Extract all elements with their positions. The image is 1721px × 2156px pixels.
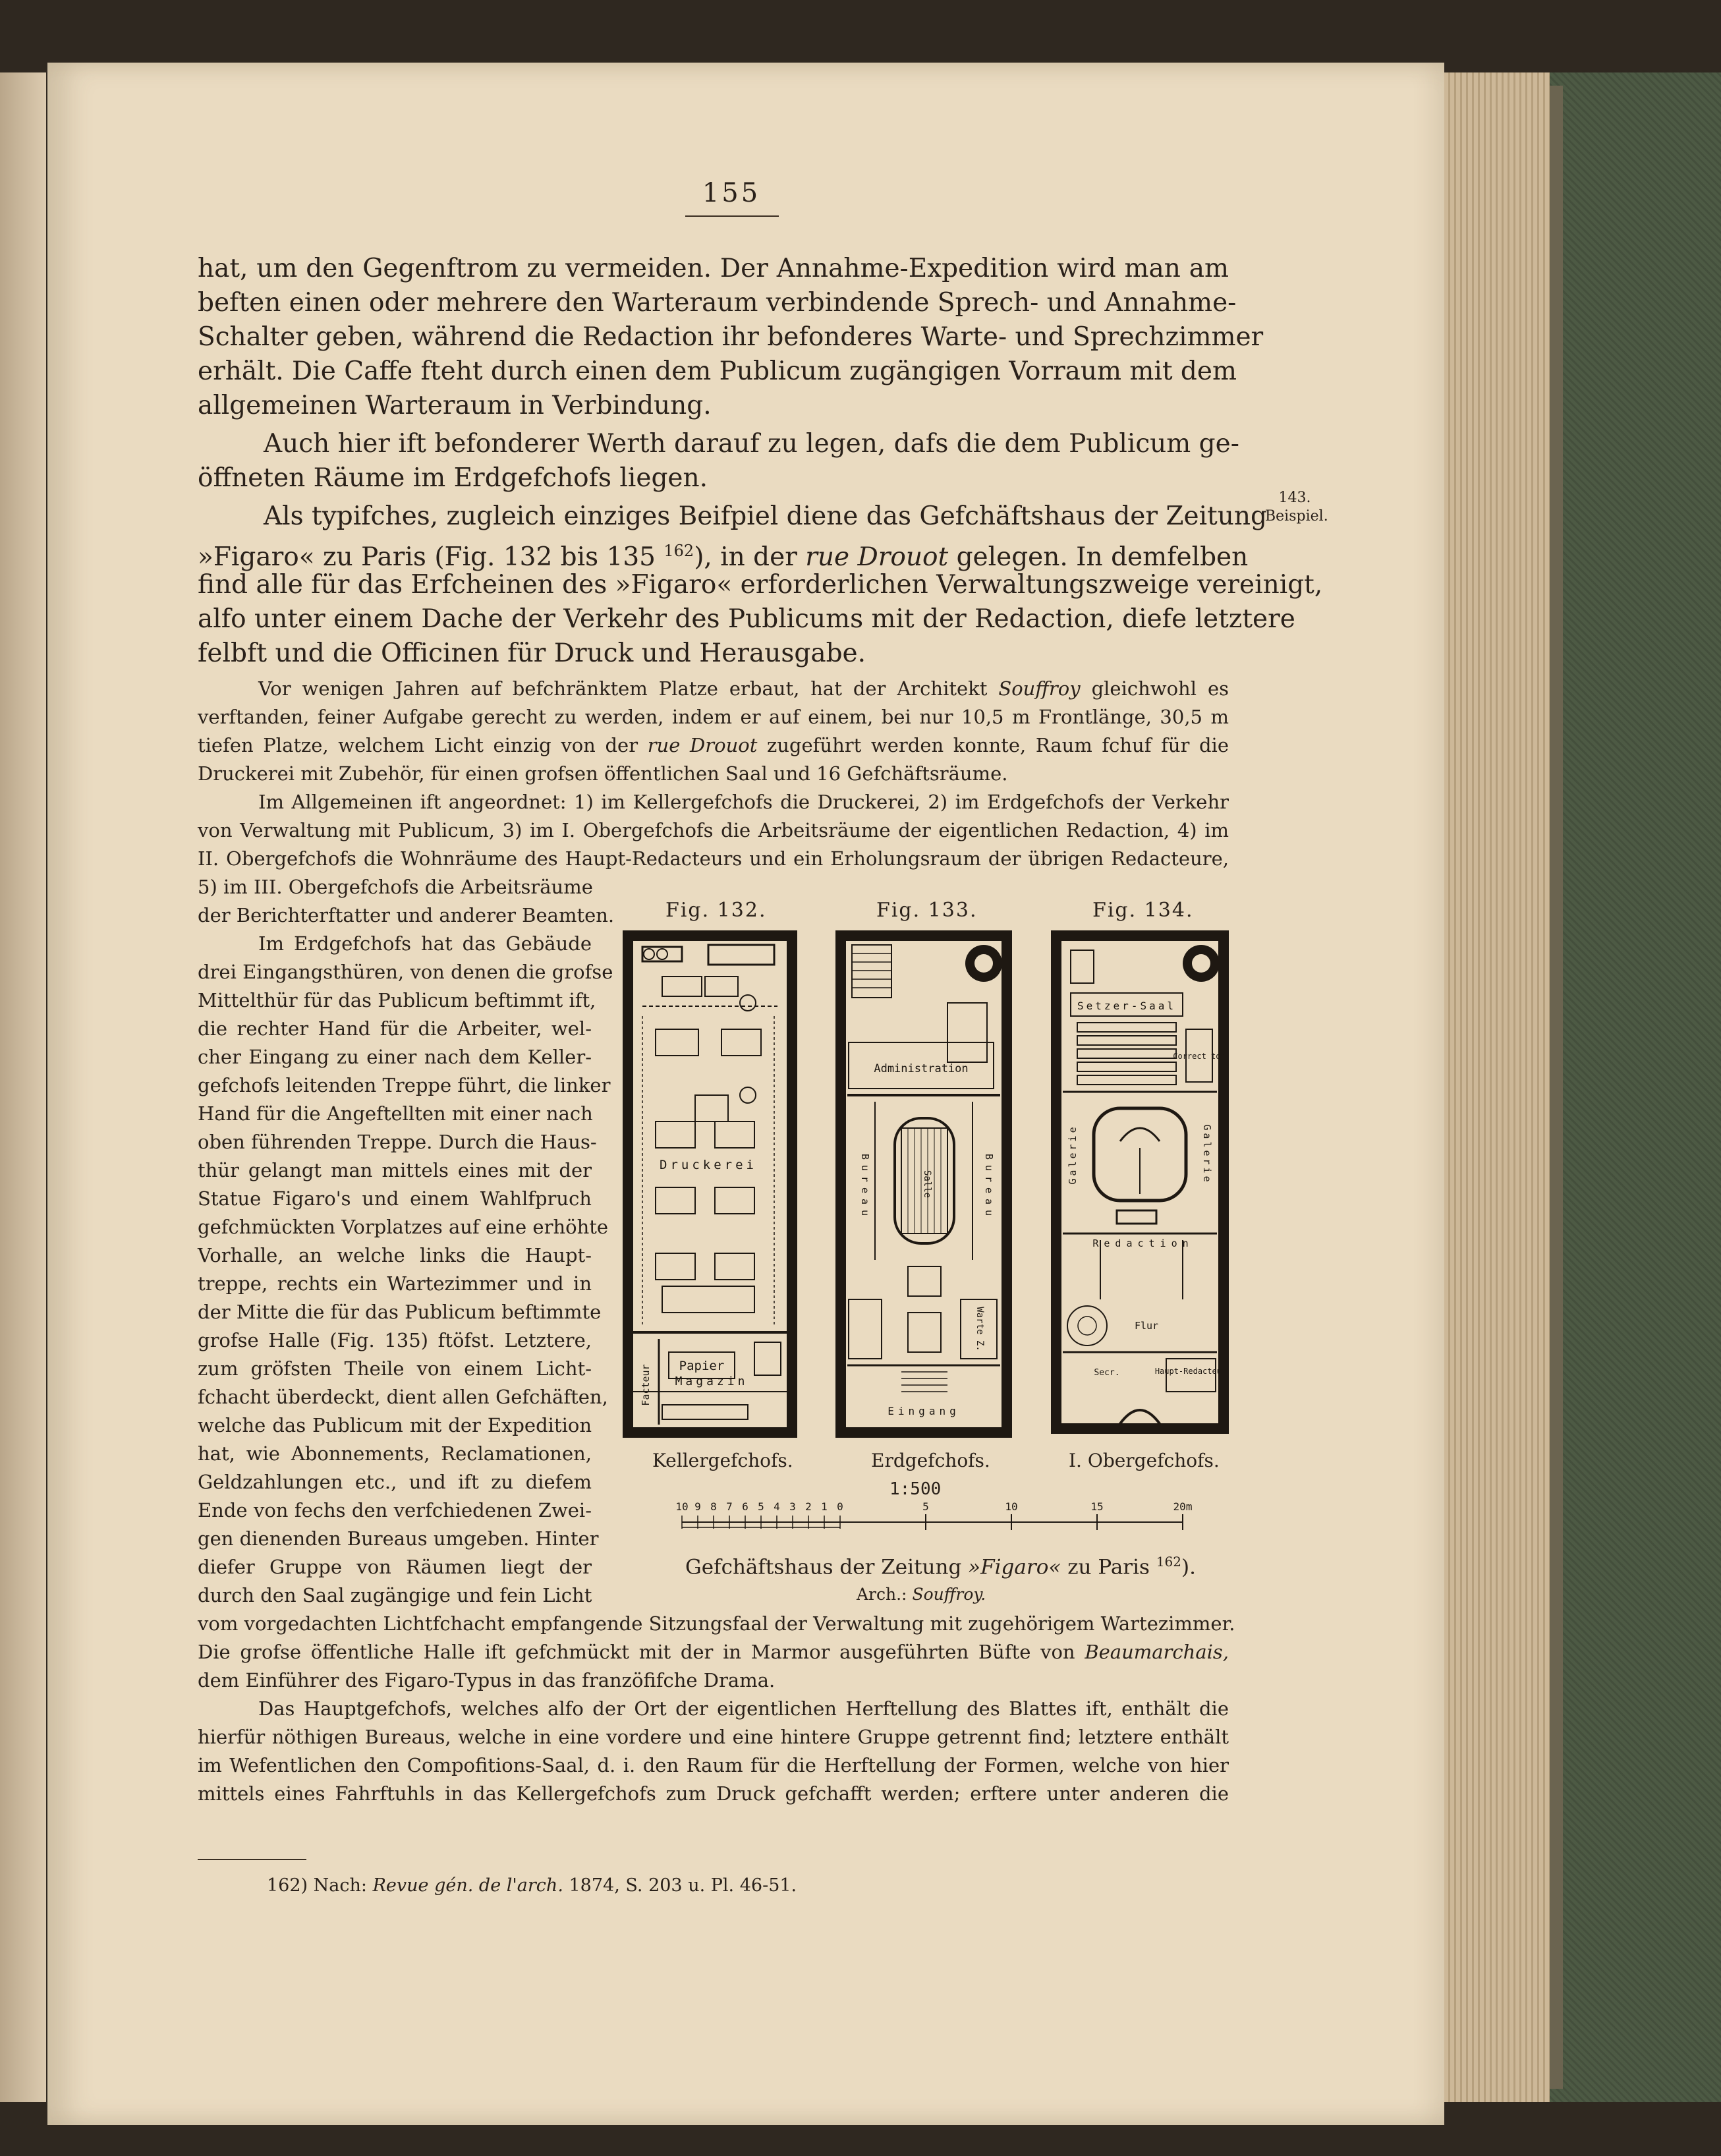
floor-plan-basement xyxy=(623,930,797,1438)
text-line: welche das Publicum mit der Expedition xyxy=(198,1414,592,1436)
text-line: Schalter geben, während die Redaction ihr befonderes Warte- und Sprechzimmer xyxy=(198,322,1264,352)
text-line: hat, wie Abonnements, Reclamationen, xyxy=(198,1442,592,1465)
fig-caption-132: Kellergefchofs. xyxy=(652,1450,793,1471)
footnote-number: 162) Nach: xyxy=(267,1875,367,1896)
scale-tick-label: 6 xyxy=(742,1500,748,1513)
floor-plan-first-floor xyxy=(1051,930,1229,1438)
margin-note xyxy=(1265,489,1328,526)
text-line: hierfür nöthigen Bureaus, welche in eine vordere und eine hintere Gruppe getrennt find; letztere enthält xyxy=(198,1726,1229,1748)
scale-tick-label: 7 xyxy=(726,1500,733,1513)
room-label: Haupt-Redacteur xyxy=(1154,1367,1227,1376)
text-line: 5) im III. Obergefchofs die Arbeitsräume xyxy=(198,876,593,898)
text-line: Auch hier ift befonderer Werth darauf zu legen, dafs die dem Publicum ge- xyxy=(264,429,1239,459)
room-label: Galerie xyxy=(1067,1124,1079,1185)
footnote-ref: 162 xyxy=(663,542,694,560)
room-label: Administration xyxy=(874,1062,969,1075)
footnote-rule xyxy=(198,1859,306,1860)
text-line: Geldzahlungen etc., und ift zu diefem xyxy=(198,1471,592,1493)
text-line: Das Hauptgefchofs, welches alfo der Ort der eigentlichen Herftellung des Blattes ift, enthält die xyxy=(258,1697,1229,1720)
text-line: allgemeinen Warteraum in Verbindung. xyxy=(198,391,712,420)
text-line: der Berichterftatter und anderer Beamten. xyxy=(198,904,615,926)
room-label: Magazin xyxy=(675,1375,748,1388)
text-line xyxy=(258,675,1229,703)
text-line: Im Allgemeinen ift angeordnet: 1) im Kellergefchofs die Druckerei, 2) im Erdgefchofs der Verkehr xyxy=(258,791,1229,813)
margin-note-number: 143. xyxy=(1278,490,1311,506)
text-line: hat, um den Gegenftrom zu vermeiden. Der Annahme-Expedition wird man am xyxy=(198,254,1229,283)
text-line: zum gröfsten Theile von einem Licht- xyxy=(198,1357,592,1380)
room-label: Papier xyxy=(679,1359,725,1373)
text-line: fchacht überdeckt, dient allen Gefchäften, xyxy=(198,1386,608,1408)
fig-label-134: Fig. 134. xyxy=(1092,899,1194,922)
scale-tick-label: 0 xyxy=(837,1500,843,1513)
room-label: Bureau xyxy=(859,1153,871,1222)
text-line: dem Einführer des Figaro-Typus in das franzöfifche Drama. xyxy=(198,1669,776,1691)
fig-caption-133: Erdgefchofs. xyxy=(871,1450,990,1471)
italic-text: Beaumarchais, xyxy=(1085,1641,1229,1663)
scale-tick-label: 20m xyxy=(1173,1500,1193,1513)
text-line: find alle für das Erfcheinen des »Figaro« erforderlichen Verwaltungszweige vereinigt, xyxy=(198,570,1323,600)
scale-tick-label: 10 xyxy=(1005,1500,1018,1513)
scale-ratio: 1:500 xyxy=(889,1479,942,1499)
italic-text: rue Drouot xyxy=(647,734,758,756)
text-fragment: zu Paris xyxy=(1067,1555,1150,1579)
scale-tick-label: 8 xyxy=(710,1500,717,1513)
italic-text: »Figaro« xyxy=(968,1555,1061,1579)
room-label: Secr. xyxy=(1094,1368,1120,1378)
room-label: Redaction xyxy=(1092,1237,1194,1249)
text-line: Vorhalle, an welche links die Haupt- xyxy=(198,1244,592,1266)
scale-tick-label: 1 xyxy=(821,1500,828,1513)
scale-tick-label: 5 xyxy=(922,1500,929,1513)
text-line: cher Eingang zu einer nach dem Keller- xyxy=(198,1046,592,1068)
text-line: drei Eingangsthüren, von denen die grofse xyxy=(198,961,613,983)
text-line: Im Erdgefchofs hat das Gebäude xyxy=(258,932,592,955)
text-line: durch den Saal zugängige und fein Licht xyxy=(198,1584,592,1606)
fig-label-133: Fig. 133. xyxy=(876,899,978,922)
text-fragment: 1874, S. 203 u. Pl. 46-51. xyxy=(569,1875,797,1896)
text-fragment: ), in der xyxy=(694,542,797,572)
text-fragment: Vor wenigen Jahren auf befchränktem Platze erbaut, hat der Architekt xyxy=(258,677,988,700)
room-label: Warte Z. xyxy=(974,1307,985,1351)
figure-architect xyxy=(857,1585,986,1604)
text-line: mittels eines Fahrftuhls in das Kellergefchofs zum Druck gefchafft werden; erftere unter anderen die xyxy=(198,1782,1229,1805)
room-label: Flur xyxy=(1134,1320,1159,1332)
text-line: beften einen oder mehrere den Warteraum verbindende Sprech- und Annahme- xyxy=(198,288,1237,318)
italic-text: Revue gén. de l'arch. xyxy=(372,1875,563,1896)
page-number: 155 xyxy=(702,178,761,208)
text-line: vom vorgedachten Lichtfchacht empfangende Sitzungsfaal der Verwaltung mit zugehörigem Wartezimmer. xyxy=(198,1612,1235,1635)
text-line: der Mitte die für das Publicum beftimmte xyxy=(198,1301,602,1323)
text-line: Als typifches, zugleich einziges Beifpiel diene das Gefchäftshaus der Zeitung xyxy=(264,501,1267,531)
text-line: diefer Gruppe von Räumen liegt der xyxy=(198,1556,592,1578)
text-line: grofse Halle (Fig. 135) ftöfst. Letztere, xyxy=(198,1329,592,1351)
margin-note-label: Beispiel. xyxy=(1265,508,1328,525)
scale-tick-label: 10 xyxy=(675,1500,689,1513)
text-fragment: »Figaro« zu Paris (Fig. 132 bis 135 xyxy=(198,542,656,572)
text-line: gefchofs leitenden Treppe führt, die linker xyxy=(198,1074,611,1096)
text-line: Mittelthür für das Publicum beftimmt ift, xyxy=(198,989,596,1011)
footnote-ref: 162 xyxy=(1156,1554,1181,1570)
footnote xyxy=(267,1875,797,1896)
fig-label-132: Fig. 132. xyxy=(665,899,767,922)
text-line: Ende von fechs den verfchiedenen Zwei- xyxy=(198,1499,592,1521)
room-label: Correct tor xyxy=(1173,1052,1226,1061)
text-line: verftanden, feiner Aufgabe gerecht zu werden, indem er auf einem, bei nur 10,5 m Frontlänge, 30,5 m xyxy=(198,706,1229,728)
text-line xyxy=(198,1638,1229,1666)
scale-tick-label: 5 xyxy=(758,1500,764,1513)
room-label: Salle xyxy=(922,1170,932,1199)
page-number-rule xyxy=(685,215,779,217)
text-line: öffneten Räume im Erdgefchofs liegen. xyxy=(198,463,708,493)
text-line: felbft und die Officinen für Druck und Herausgabe. xyxy=(198,638,866,668)
italic-text: Souffroy xyxy=(998,677,1081,700)
scale-tick-label: 9 xyxy=(694,1500,701,1513)
page-stack-edges xyxy=(1444,72,1550,2102)
italic-text: rue Drouot xyxy=(805,542,949,572)
room-label: Setzer-Saal xyxy=(1077,1000,1176,1012)
text-fragment: Gefchäftshaus der Zeitung xyxy=(685,1555,962,1579)
room-label: Druckerei xyxy=(660,1158,757,1172)
scale-tick-label: 2 xyxy=(805,1500,812,1513)
text-line: erhält. Die Caffe fteht durch einen dem Publicum zugängigen Vorraum mit dem xyxy=(198,356,1237,386)
text-line: treppe, rechts ein Wartezimmer und in xyxy=(198,1272,592,1295)
room-label: Galerie xyxy=(1201,1124,1213,1185)
text-line: Statue Figaro's und einem Wahlfpruch xyxy=(198,1187,592,1210)
room-label: Facteur xyxy=(640,1364,652,1406)
text-line: II. Obergefchofs die Wohnräume des Haupt-Redacteurs und ein Erholungsraum der übrigen Redacteure, xyxy=(198,847,1229,870)
text-line xyxy=(198,731,1229,760)
text-line: die rechter Hand für die Arbeiter, wel- xyxy=(198,1017,592,1040)
text-fragment: tiefen Platze, welchem Licht einzig von der xyxy=(198,734,638,756)
room-label: Bureau xyxy=(983,1153,995,1222)
text-fragment: gelegen. In demfelben xyxy=(956,542,1249,572)
text-line: gen dienenden Bureaus umgeben. Hinter xyxy=(198,1527,599,1550)
text-line: Druckerei mit Zubehör, für einen grofsen öffentlichen Saal und 16 Gefchäftsräume. xyxy=(198,762,1008,785)
text-line: oben führenden Treppe. Durch die Haus- xyxy=(198,1131,597,1153)
scale-tick-label: 4 xyxy=(774,1500,780,1513)
text-line: thür gelangt man mittels eines mit der xyxy=(198,1159,592,1181)
text-fragment: ). xyxy=(1181,1555,1196,1579)
figure-caption xyxy=(685,1554,1196,1579)
facing-page-edge xyxy=(0,72,46,2102)
italic-text: Souffroy. xyxy=(912,1585,986,1604)
scale-tick-label: 3 xyxy=(789,1500,796,1513)
scale-tick-label: 15 xyxy=(1090,1500,1104,1513)
floor-plan-ground xyxy=(835,930,1012,1438)
text-fragment: Arch.: xyxy=(857,1585,907,1604)
room-label: Eingang xyxy=(888,1405,960,1417)
fig-caption-134: I. Obergefchofs. xyxy=(1069,1450,1220,1471)
text-fragment: zugeführt werden konnte, Raum fchuf für die xyxy=(767,734,1229,756)
text-line: Hand für die Angeftellten mit einer nach xyxy=(198,1102,593,1125)
text-line: gefchmückten Vorplatzes auf eine erhöhte xyxy=(198,1216,609,1238)
scale-bar xyxy=(675,1496,1202,1535)
text-line: von Verwaltung mit Publicum, 3) im I. Obergefchofs die Arbeitsräume der eigentlichen Redaction, 4) im xyxy=(198,819,1229,841)
text-fragment: Die grofse öffentliche Halle ift gefchmückt mit der in Marmor ausgeführten Büfte von xyxy=(198,1641,1075,1663)
text-line: im Wefentlichen den Compofitions-Saal, d. i. den Raum für die Herftellung der Formen, welche von hier xyxy=(198,1754,1229,1776)
text-fragment: gleichwohl es xyxy=(1091,677,1229,700)
text-line: alfo unter einem Dache der Verkehr des Publicums mit der Redaction, diefe letztere xyxy=(198,604,1295,634)
